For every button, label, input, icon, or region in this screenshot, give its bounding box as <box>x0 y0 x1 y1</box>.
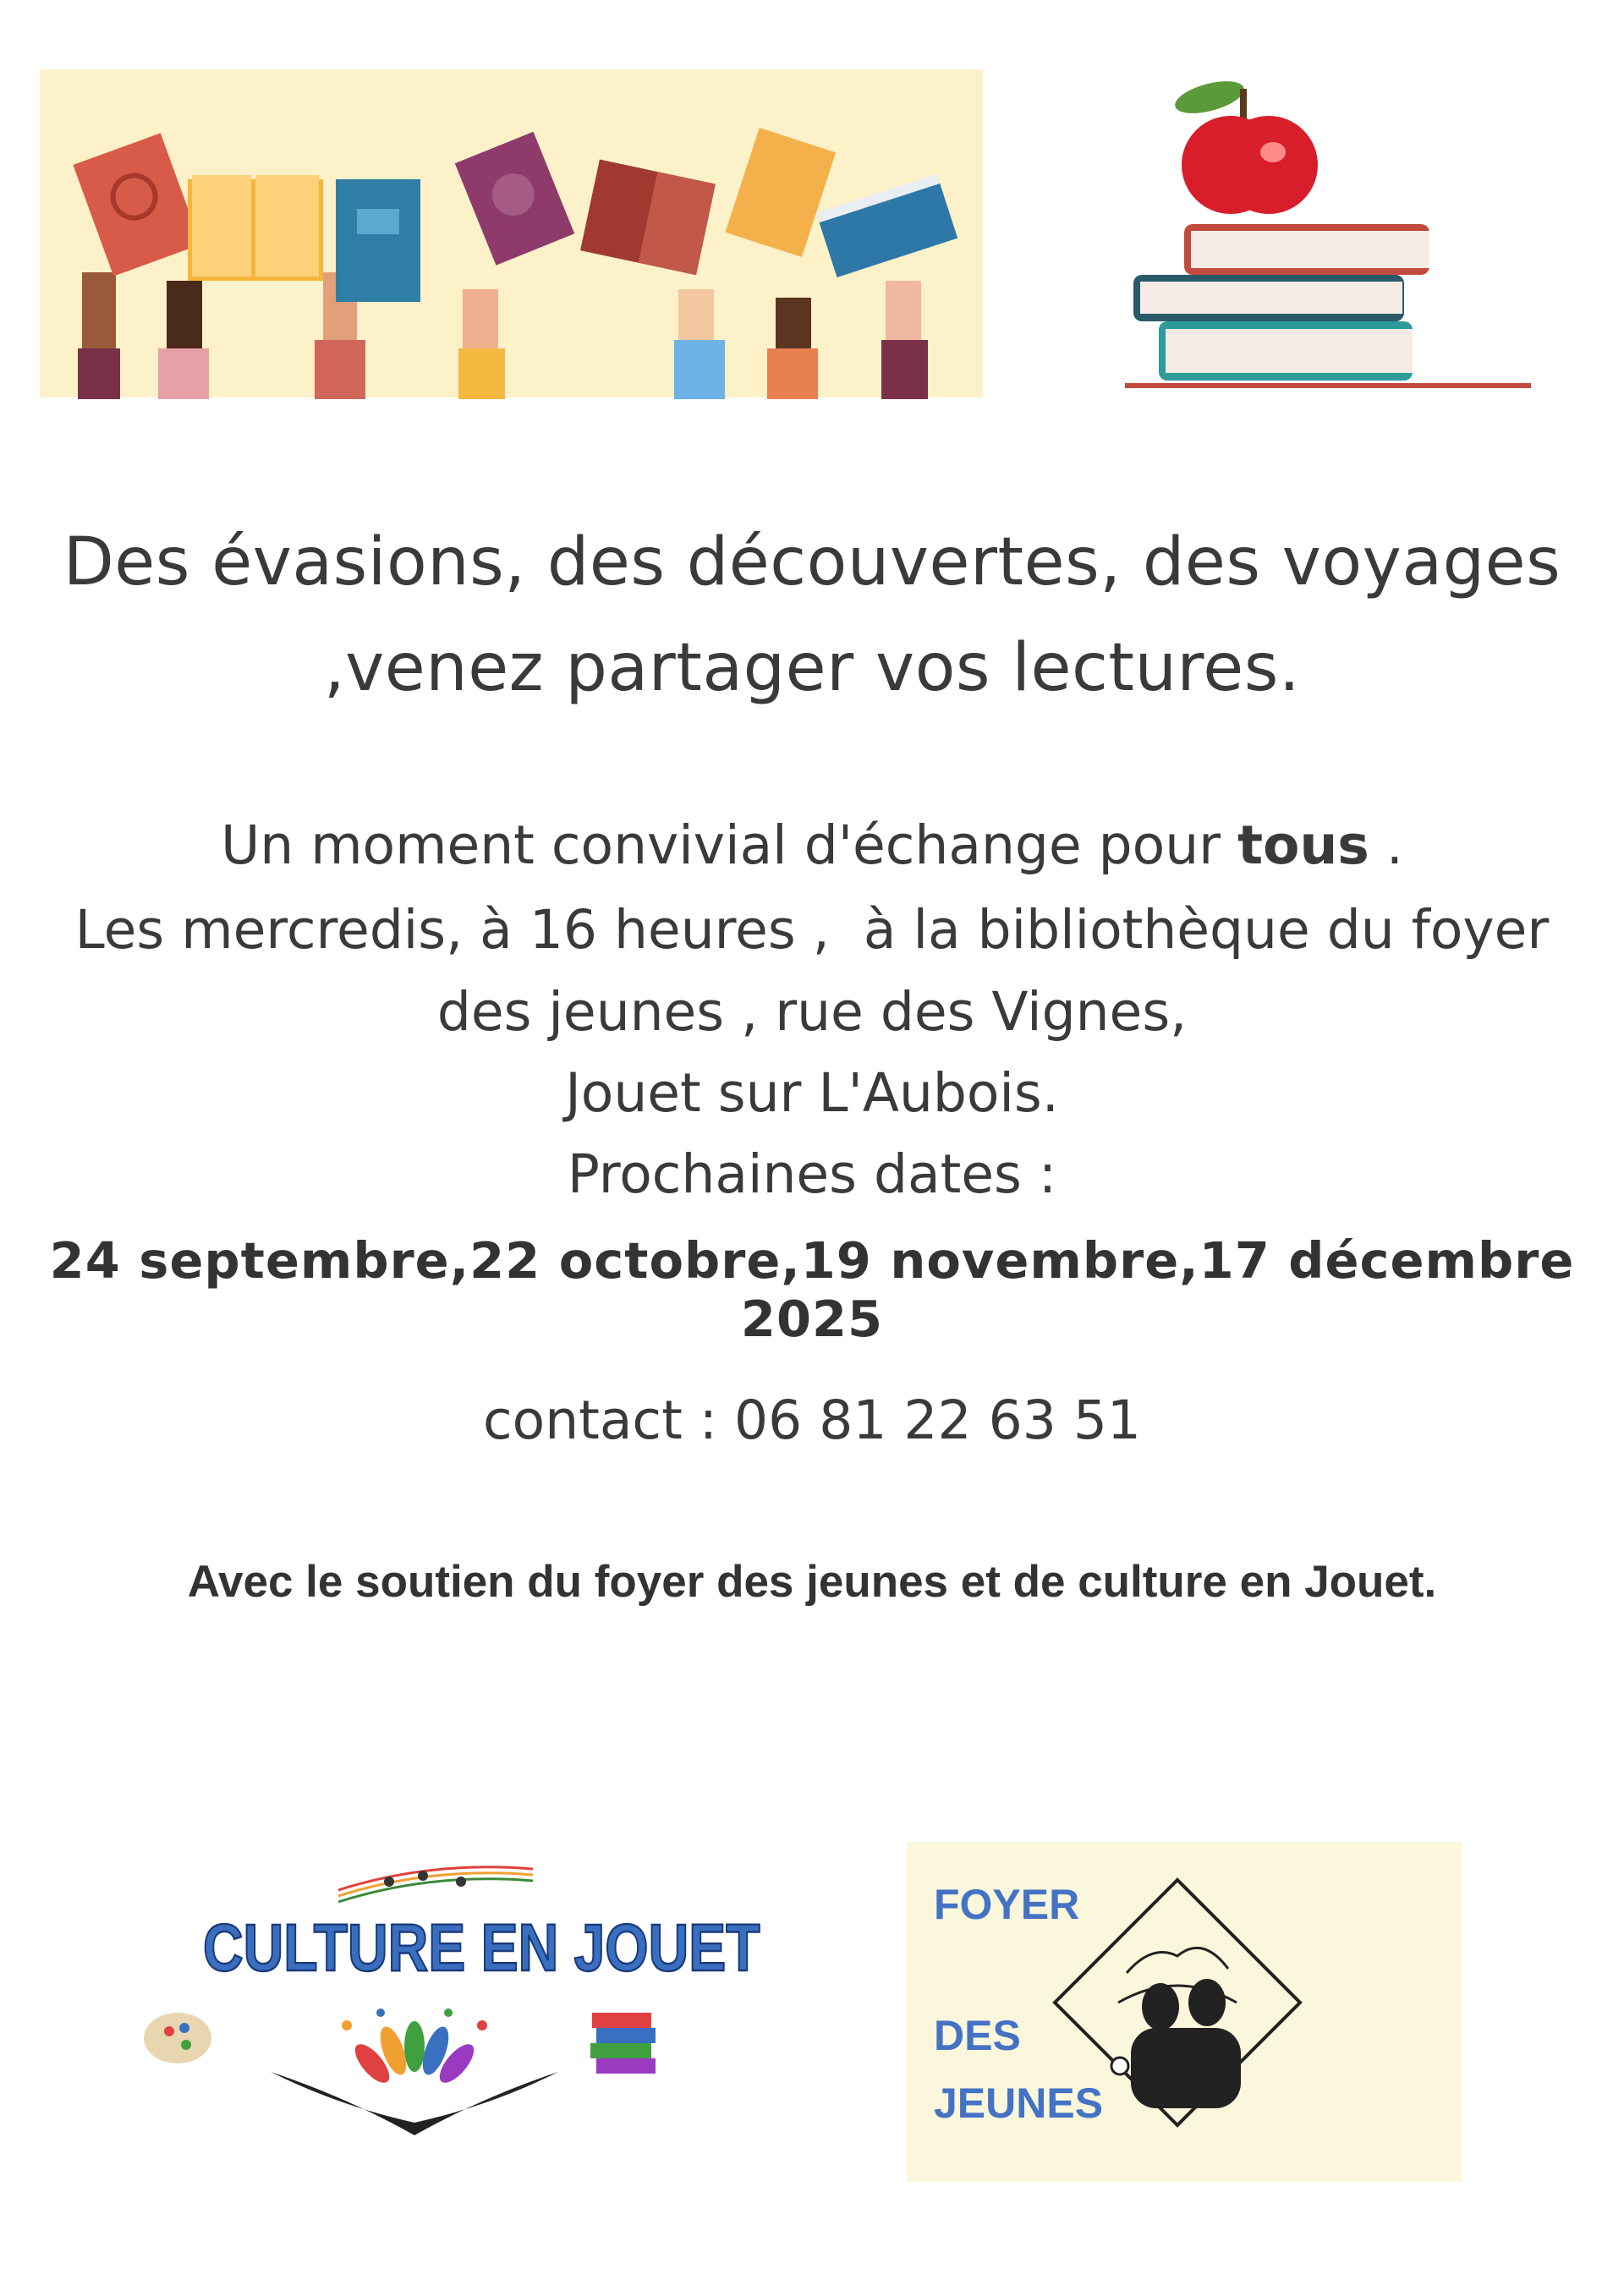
foyer-logo-word-2: DES <box>934 2012 1021 2059</box>
headline-line-1: Des évasions, des découvertes, des voyages <box>63 524 1561 600</box>
apple-on-books-illustration <box>1125 72 1531 397</box>
support-line: Avec le soutien du foyer des jeunes et de culture en Jouet. <box>187 1557 1437 1607</box>
books-raised-hands-illustration <box>40 69 983 397</box>
foyer-logo-word-1: FOYER <box>934 1881 1080 1928</box>
foyer-logo-word-3: JEUNES <box>934 2080 1104 2127</box>
details-line-1-suffix: . <box>1369 814 1403 876</box>
culture-en-jouet-logo <box>135 1844 760 2156</box>
details-line-3: des jeunes , rue des Vignes, <box>436 981 1188 1043</box>
foyer-emblem-icon <box>1051 1876 1304 2129</box>
dates-line: 24 septembre,22 octobre,19 novembre,17 décembre 2025 <box>49 1231 1575 1348</box>
details-line-2: Les mercredis, à 16 heures , à la bibliothèque du foyer <box>74 899 1550 961</box>
details-line-4: Jouet sur L'Aubois. <box>565 1062 1059 1124</box>
details-line-1-text: Un moment convivial d'échange pour <box>221 814 1238 876</box>
foyer-des-jeunes-logo <box>907 1842 1462 2182</box>
details-line-1 <box>0 814 1624 876</box>
culture-logo-text: CULTURE EN JOUET <box>203 1910 760 1986</box>
details-line-1-bold: tous <box>1237 814 1369 876</box>
contact-line: contact : 06 81 22 63 51 <box>483 1389 1141 1451</box>
headline-line-2: ,venez partager vos lectures. <box>323 630 1301 706</box>
details-line-5: Prochaines dates : <box>567 1143 1057 1205</box>
